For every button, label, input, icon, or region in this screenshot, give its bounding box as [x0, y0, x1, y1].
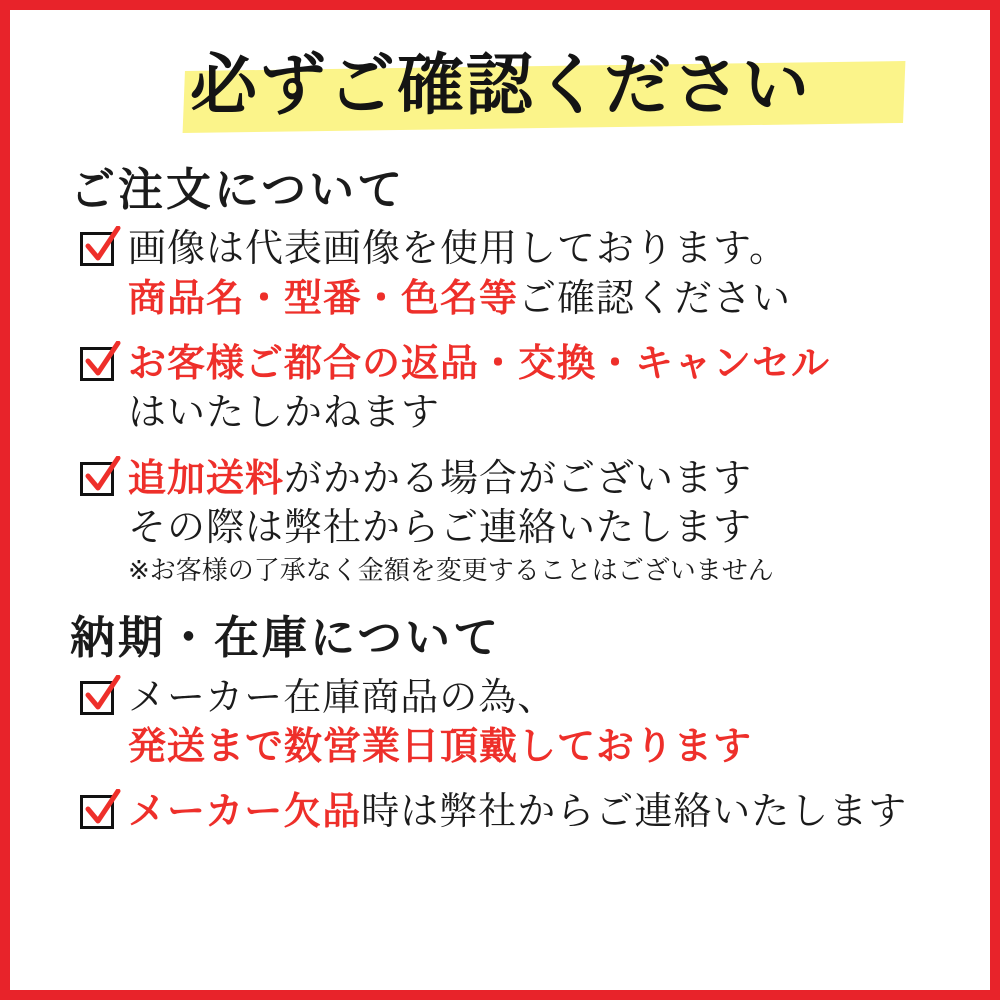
order-item-list: [44, 224, 956, 588]
line-text: 発送まで数営業日頂戴しております: [128, 724, 753, 769]
list-item: [44, 787, 956, 836]
checkbox-checked-icon: [80, 795, 120, 835]
checkbox-checked-icon: [80, 347, 120, 387]
line-text: はいたしかねます: [128, 390, 441, 435]
list-item-text: [128, 339, 956, 438]
list-item: [44, 339, 956, 438]
line-red-part: 追加送料: [128, 455, 285, 500]
border-bottom: [0, 990, 1000, 1000]
list-item-text: [128, 224, 956, 323]
list-item: [44, 224, 956, 323]
delivery-item-list: [44, 673, 956, 837]
title-text: 必ずご確認ください: [190, 46, 811, 124]
border-top: [0, 0, 1000, 10]
line-text: メーカー在庫商品の為、: [128, 674, 557, 719]
line-red-part: メーカー欠品: [128, 789, 362, 834]
notice-content: [10, 10, 990, 990]
section-heading-order: ご注文について: [70, 163, 406, 216]
line-text: 画像は代表画像を使用しております。: [128, 226, 788, 271]
checkbox-checked-icon: [80, 232, 120, 272]
line-black-part: 時は弊社からご連絡いたします: [361, 789, 908, 834]
list-item: [44, 454, 956, 589]
line-black-part: がかかる場合がございます: [284, 455, 753, 500]
section-heading-delivery: 納期・在庫について: [70, 611, 502, 665]
line-text-mixed: [128, 454, 956, 503]
line-text-mixed: [128, 787, 956, 836]
line-red-part: 商品名・型番・色名等: [128, 275, 519, 320]
list-item-text: [128, 454, 956, 589]
line-black-part: ご確認ください: [518, 275, 792, 320]
checkbox-checked-icon: [80, 462, 120, 502]
page-title: [152, 38, 956, 148]
line-text: お客様ご都合の返品・交換・キャンセル: [128, 341, 831, 386]
list-item: [44, 673, 956, 772]
checkbox-checked-icon: [80, 681, 120, 721]
line-text: その際は弊社からご連絡いたします: [128, 505, 753, 550]
list-item-text: [128, 673, 956, 772]
border-right: [990, 0, 1000, 1000]
line-note: ※お客様の了承なく金額を変更することはございません: [128, 555, 774, 586]
border-left: [0, 0, 10, 1000]
line-text-mixed: [128, 274, 956, 323]
list-item-text: [128, 787, 956, 836]
